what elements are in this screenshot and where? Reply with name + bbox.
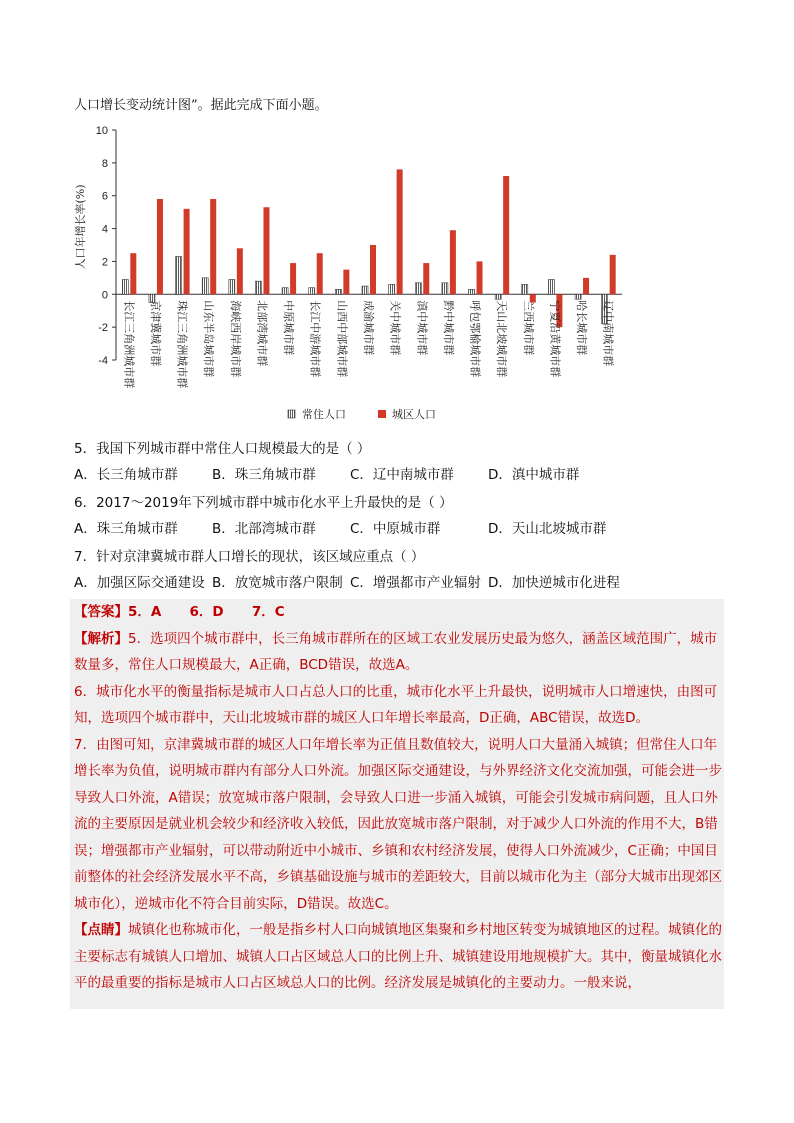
legend-urban-swatch [378,410,386,418]
question-7-option-d[interactable]: D．加快逆城市化进程 [488,575,620,591]
category-label: 珠江三角洲城市群 [175,300,189,389]
category-label: 海峡西岸城市群 [228,300,242,378]
category-label: 黔中城市群 [441,300,455,356]
question-6-stem: 6．2017～2019年下列城市群中城市化水平上升最快的是（ ） [74,495,453,511]
bar-urban [610,255,616,294]
question-5-option-a[interactable]: A．长三角城市群 [74,467,178,483]
question-6-option-d[interactable]: D．天山北坡城市群 [488,521,607,537]
question-7 [74,544,734,596]
bar-urban [477,261,483,294]
question-6-option-c[interactable]: C．中原城市群 [350,521,441,537]
bar-resident [415,283,421,295]
legend-resident-swatch [288,410,295,418]
bar-urban [583,278,589,294]
intro-text: 人口增长变动统计图”。据此完成下面小题。 [74,98,328,113]
analysis-5-text: 5．选项四个城市群中，长三角城市群所在的区域工农业发展历史最为悠久，涵盖区域范围广，城市数量多，常住人口规模最大，A正确，BCD错误，故选A。 [74,630,718,673]
category-label: 滇中城市群 [415,300,429,356]
y-tick-label: 6 [101,190,108,203]
question-7-option-c[interactable]: C．增强都市产业辐射 [350,575,481,591]
answer-line [74,599,724,626]
y-tick-label: 2 [101,256,108,269]
bar-resident [575,294,581,299]
question-6-option-b[interactable]: B．北部湾城市群 [212,521,316,537]
category-label: 哈长城市群 [575,300,589,356]
question-7-stem: 7．针对京津冀城市群人口增长的现状，该区域应重点（ ） [74,549,425,565]
category-label: 长江三角洲城市群 [122,300,136,389]
question-6-option-a[interactable]: A．珠三角城市群 [74,521,178,537]
bar-urban [237,248,243,294]
category-label: 辽中南城市群 [601,300,615,367]
analysis-7: 7．由图可知，京津冀城市群的城区人口年增长率为正值且数值较大，说明人口大量涌入城镇；但常住人口年增长率为负值，说明城市群内有部分人口外流。加强区际交通建设，与外界经济文化交流加强，可能会进一步导致人口外流，A错误；放宽城市落户限制，会导致人口进一步涌入城镇，可能会引发城市病问题，且人口外流的主要原因是就业机会较少和经济收入较低，因此放宽城市落户限制，对于减少人口外流的作用不大，B错误；增强都市产业辐射，可以带动附近中小城市、乡镇和农村经济发展，使得人口外流减少，C正确；中国目前整体的社会经济发展水平不高，乡镇基础设施与城市的差距较大，目前以城市化为主（部分大城市出现郊区城市化），逆城市化不符合目前实际，D错误。故选C。 [74,736,722,912]
question-6 [74,490,734,542]
bar-urban [130,253,136,294]
analysis-tag: 【解析】 [74,630,128,647]
y-tick-label: 0 [101,289,108,302]
population-chart [70,120,626,428]
bar-resident [202,278,208,294]
question-7-option-a[interactable]: A．加强区际交通建设 [74,575,205,591]
bar-urban [370,245,376,294]
y-tick-label: -4 [98,355,108,367]
y-tick-label: -2 [98,322,108,335]
y-tick-label: 8 [101,157,108,170]
bar-urban [290,263,296,294]
category-label: 京津冀城市群 [148,300,162,367]
bar-resident [362,286,368,294]
category-label: 山西中部城市群 [335,300,349,378]
analysis-6: 6．城市化水平的衡量指标是城市人口占总人口的比重，城市化水平上升最快，说明城市人口增速快，由图可知，选项四个城市群中，天山北坡城市群的城区人口年增长率最高，D正确，ABC错误，故选D。 [74,683,718,726]
bar-resident [282,288,288,295]
bar-resident [389,284,395,294]
bar-urban [263,207,269,294]
bar-urban [397,169,403,294]
bar-urban [423,263,429,294]
bar-resident [469,289,475,294]
point-text: 城镇化也称城市化，一般是指乡村人口向城镇地区集聚和乡村地区转变为城镇地区的过程。城镇化的主要标志有城镇人口增加、城镇人口占区域总人口的比例上升、城镇建设用地规模扩大。其中，衡量城镇化水平的最重要的指标是城市人口占区域总人口的比例。经济发展是城镇化的主要动力。一般来说， [74,922,722,991]
category-label: 宁夏沿黄城市群 [548,300,562,378]
category-label: 长江中游城市群 [308,300,322,378]
category-label: 兰西城市群 [521,300,535,356]
bar-resident [548,280,554,295]
question-5 [74,436,734,488]
bar-resident [335,289,341,294]
legend-urban-label: 城区人口 [392,408,436,421]
bar-urban [450,230,456,294]
bar-resident [176,257,182,295]
y-tick-label: 4 [101,223,108,236]
answer-values: 5．A 6．D 7．C [128,604,285,620]
bar-resident [522,284,528,294]
bar-urban [343,270,349,295]
category-label: 呼包鄂榆城市群 [468,300,482,378]
category-label: 天山北坡城市群 [495,300,509,378]
analysis-5 [74,626,724,679]
question-7-option-b[interactable]: B．放宽城市落户限制 [212,575,343,591]
bar-urban [184,209,190,294]
bar-resident [122,280,128,295]
answer-analysis-box [70,599,724,1009]
bar-resident [442,283,448,295]
question-5-stem: 5．我国下列城市群中常住人口规模最大的是（ ） [74,441,371,457]
question-5-option-d[interactable]: D．滇中城市群 [488,467,580,483]
bar-urban [210,199,216,294]
y-axis-label: 人口年增长率(%) [74,184,87,270]
category-label: 中原城市群 [282,300,296,356]
bar-resident [255,281,261,294]
bar-urban [157,199,163,294]
bar-urban [503,176,509,294]
category-label: 成渝城市群 [362,300,375,356]
bar-resident [495,294,501,299]
answer-tag: 【答案】 [74,604,128,620]
point-paragraph [74,917,724,997]
question-5-option-c[interactable]: C．辽中南城市群 [350,467,454,483]
question-5-option-b[interactable]: B．珠三角城市群 [212,467,316,483]
category-label: 山东半岛城市群 [202,300,216,378]
point-tag: 【点睛】 [74,922,128,938]
y-tick-label: 10 [95,125,108,137]
bar-resident [229,280,235,295]
category-label: 北部湾城市群 [255,300,269,367]
bar-chart-svg [70,120,626,428]
category-label: 关中城市群 [388,300,402,356]
bar-urban [317,253,323,294]
legend-resident-label: 常住人口 [302,408,346,421]
bar-resident [309,288,315,295]
